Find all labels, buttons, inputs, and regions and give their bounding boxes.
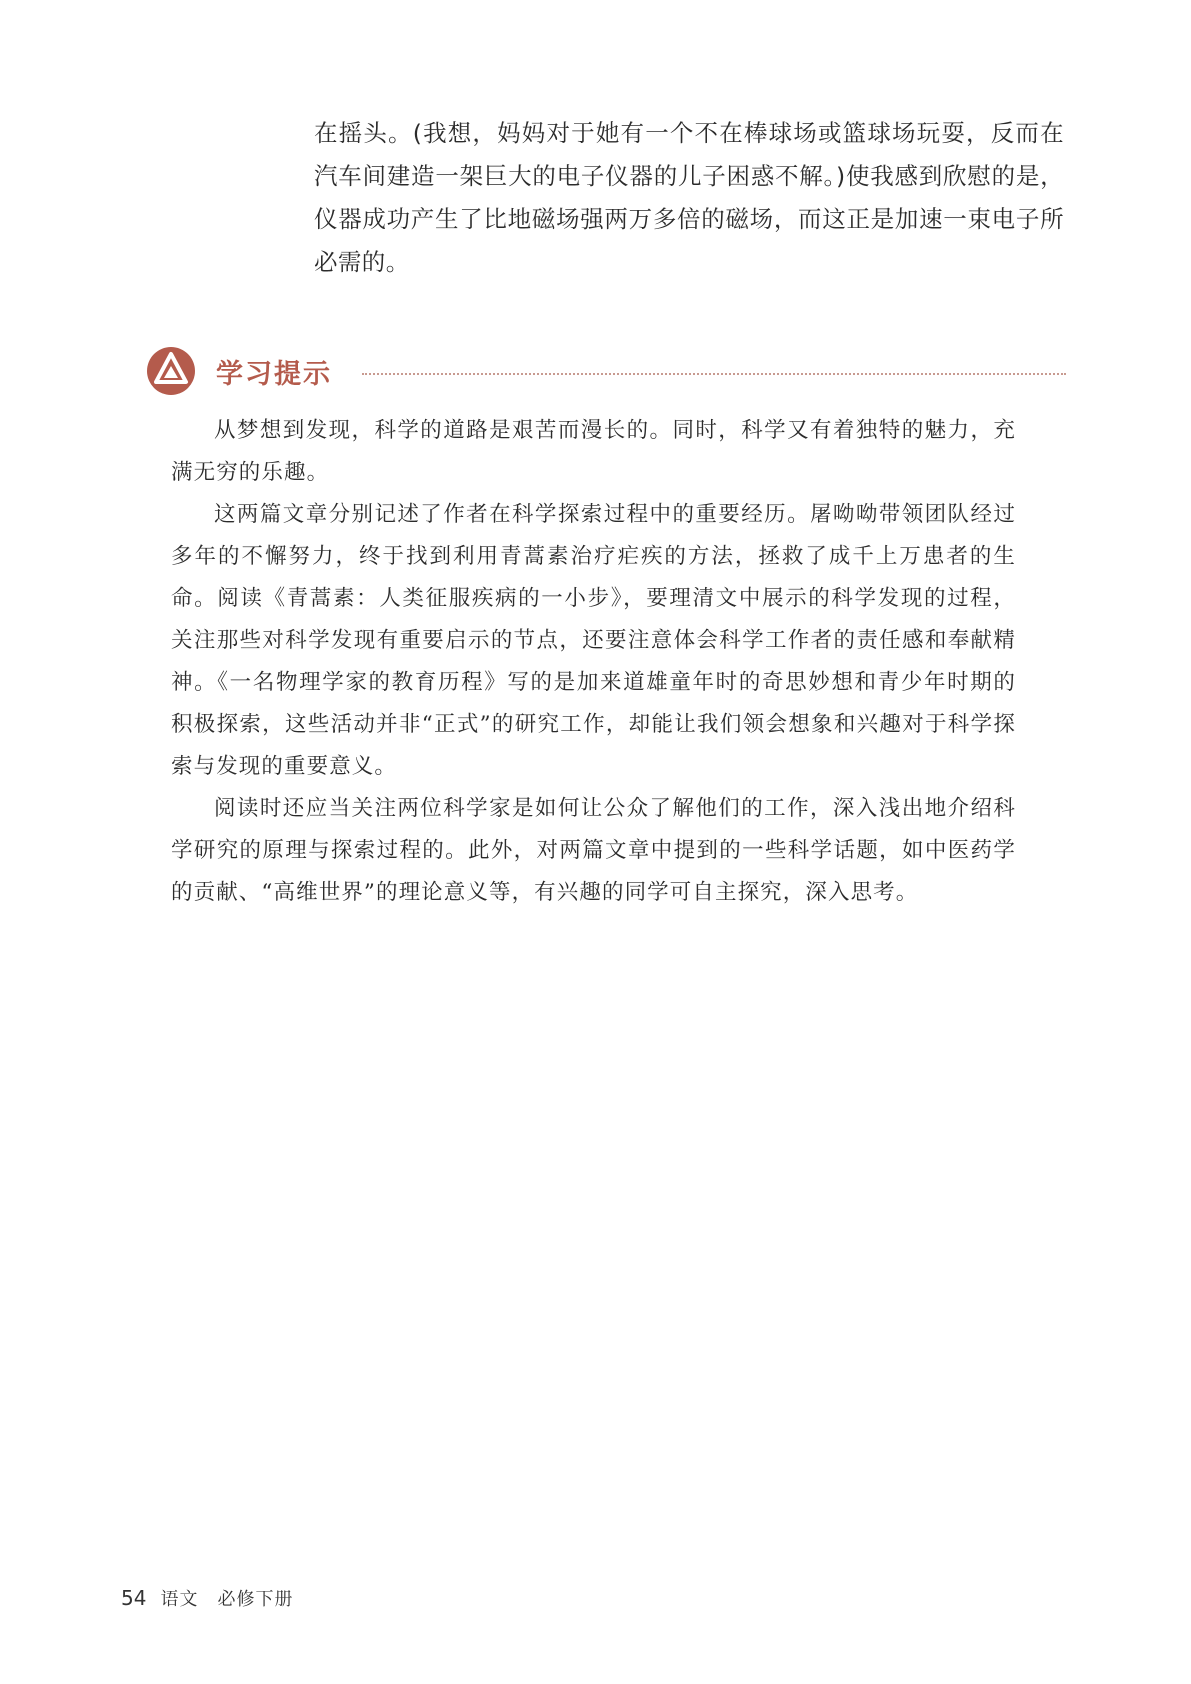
tips-paragraph: 这两篇文章分别记述了作者在科学探索过程中的重要经历。屠呦呦带领团队经过多年的不懈努力，终于找到利用青蒿素治疗疟疾的方法，拯救了成千上万患者的生命。阅读《青蒿素：人类征服疾病的一小步》，要理清文中展示的科学发现的过程，关注那些对科学发现有重要启示的节点，还要注意体会科学工作者的责任感和奉献精神。《一名物理学家的教育历程》写的是加来道雄童年时的奇思妙想和青少年时期的积极探索，这些活动并非“正式”的研究工作，却能让我们领会想象和兴趣对于科学探索与发现的重要意义。 [171, 502, 1016, 779]
section-header [146, 346, 1066, 402]
tips-paragraph: 阅读时还应当关注两位科学家是如何让公众了解他们的工作，深入浅出地介绍科学研究的原理与探索过程的。此外，对两篇文章中提到的一些科学话题，如中医药学的贡献、“高维世界”的理论意义等，有兴趣的同学可自主探究，深入思考。 [171, 796, 1016, 905]
excerpt-text: 在摇头。(我想，妈妈对于她有一个不在棒球场或篮球场玩耍，反而在汽车间建造一架巨大的电子仪器的儿子困惑不解。)使我感到欣慰的是，仪器成功产生了比地磁场强两万多倍的磁场，而这正是加速一束电子所必需的。 [314, 119, 1064, 276]
page-number: 54 [121, 1586, 147, 1610]
tips-paragraph: 从梦想到发现，科学的道路是艰苦而漫长的。同时，科学又有着独特的魅力，充满无穷的乐趣。 [171, 418, 1016, 485]
section-title: 学习提示 [216, 359, 332, 390]
page-footer [121, 1585, 293, 1611]
dotted-divider [362, 373, 1066, 375]
book-title: 语文 必修下册 [160, 1589, 294, 1610]
triangle-emblem-icon [146, 346, 196, 396]
tips-body [171, 410, 1016, 914]
